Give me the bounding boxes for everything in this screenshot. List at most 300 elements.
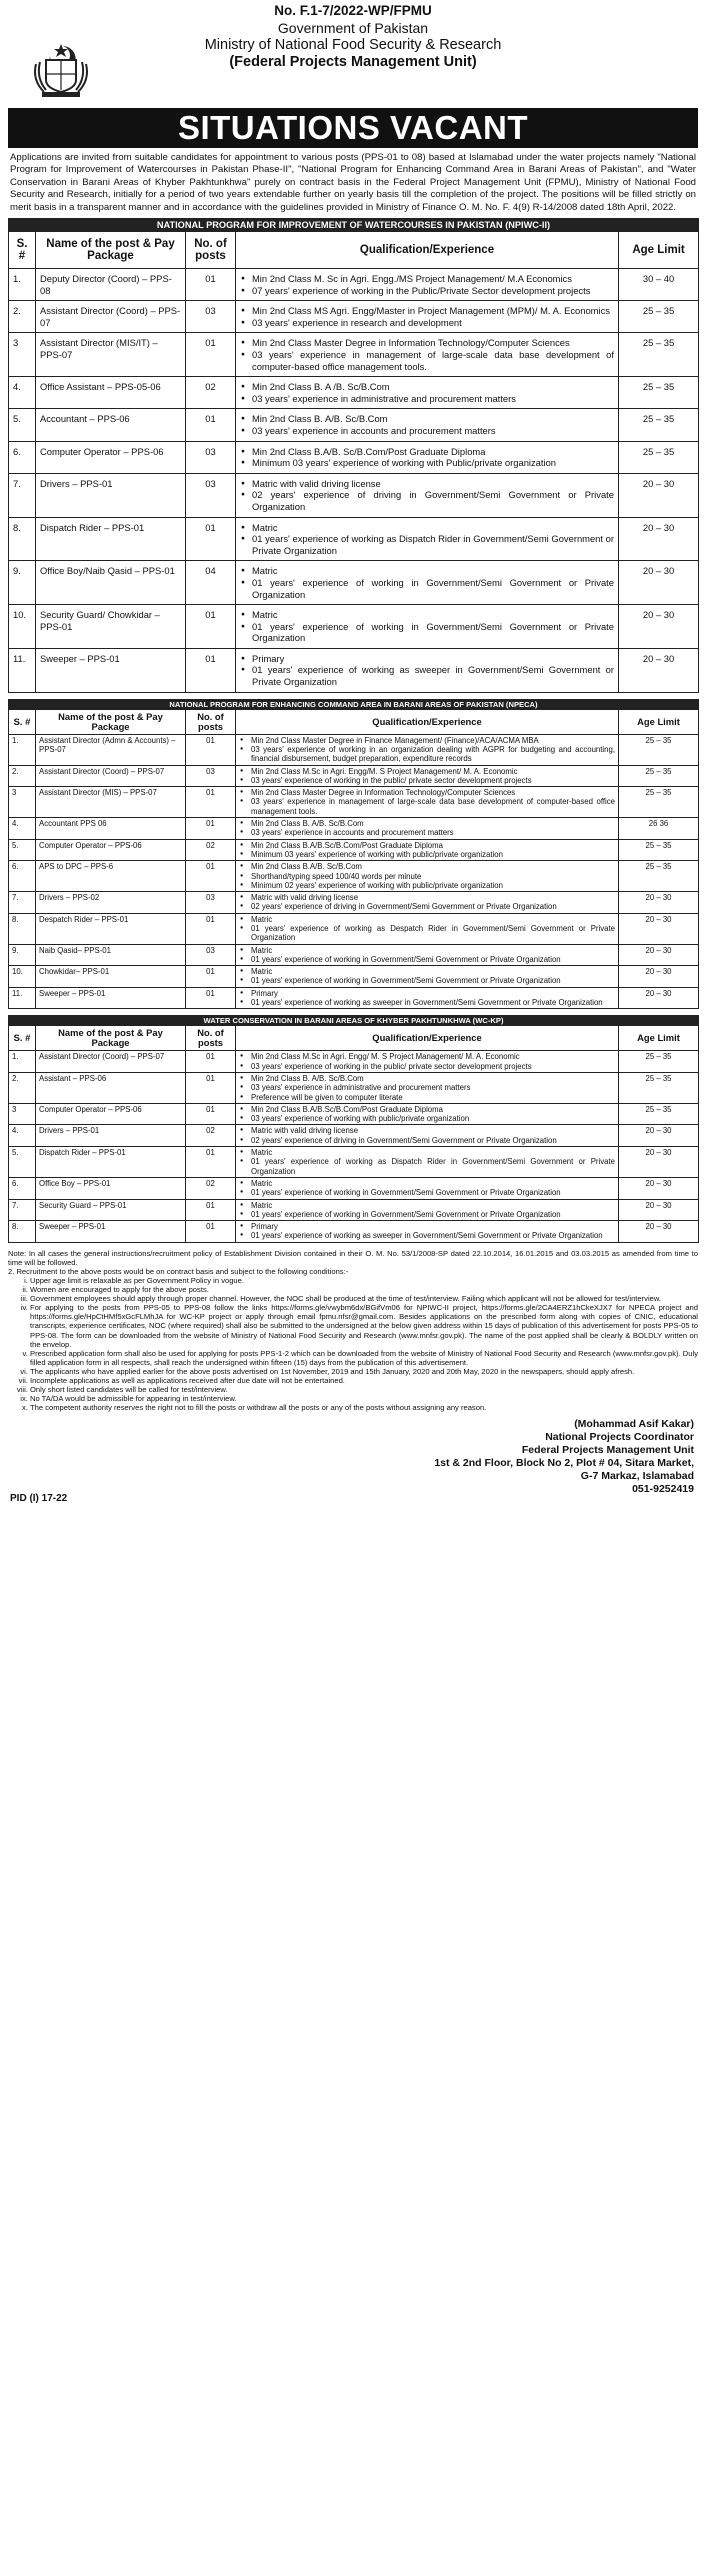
wckp-table bbox=[8, 1015, 699, 1242]
qualification-cell bbox=[236, 301, 619, 333]
number-of-posts: 02 bbox=[186, 377, 236, 409]
age-limit: 25 – 35 bbox=[619, 839, 699, 861]
qualification-cell bbox=[236, 913, 619, 944]
qualification-item: ● Matric bbox=[251, 1148, 615, 1157]
qualification-item: ● Min 2nd Class M.Sc in Agri. Engg/ M. S Project Management/ M. A. Economic bbox=[251, 1052, 615, 1061]
qualification-item: ● Shorthand/typing speed 100/40 words per minute bbox=[251, 872, 615, 881]
number-of-posts: 03 bbox=[186, 765, 236, 787]
government-emblem-icon bbox=[30, 42, 92, 98]
serial-number: 6. bbox=[9, 441, 36, 473]
footer bbox=[8, 1418, 698, 1508]
post-name: Dispatch Rider – PPS-01 bbox=[36, 1147, 186, 1178]
qualification-cell bbox=[236, 648, 619, 692]
table-row bbox=[9, 944, 699, 966]
post-name: Drivers – PPS-01 bbox=[36, 473, 186, 517]
qualification-item: ● Matric bbox=[251, 1201, 615, 1210]
qualification-cell bbox=[236, 944, 619, 966]
table-row bbox=[9, 377, 699, 409]
serial-number: 5. bbox=[9, 1147, 36, 1178]
table-section-title: NATIONAL PROGRAM FOR ENHANCING COMMAND AREA IN BARANI AREAS OF PAKISTAN (NPECA) bbox=[9, 699, 699, 709]
signatory-name: (Mohammad Asif Kakar) bbox=[574, 1418, 694, 1431]
qualification-list bbox=[240, 522, 614, 557]
government-title: Government of Pakistan bbox=[277, 20, 429, 36]
qualification-item: ● Matric bbox=[251, 967, 615, 976]
table-row bbox=[9, 441, 699, 473]
serial-number: 8. bbox=[9, 913, 36, 944]
post-name: Office Boy – PPS-01 bbox=[36, 1177, 186, 1199]
qualification-cell bbox=[236, 1072, 619, 1103]
serial-number: 2. bbox=[9, 765, 36, 787]
table-row bbox=[9, 1221, 699, 1243]
qualification-list bbox=[239, 819, 615, 838]
qualification-list bbox=[240, 653, 614, 688]
advertisement-page bbox=[8, 0, 698, 1508]
serial-number: 4. bbox=[9, 1125, 36, 1147]
serial-number: 6. bbox=[9, 1177, 36, 1199]
qualification-cell bbox=[236, 1103, 619, 1125]
qualification-item: ● 03 years' experience in accounts and procurement matters bbox=[251, 828, 615, 837]
age-limit: 20 – 30 bbox=[619, 1221, 699, 1243]
npeca-table bbox=[8, 699, 699, 1010]
post-name: Dispatch Rider – PPS-01 bbox=[36, 517, 186, 561]
number-of-posts: 01 bbox=[186, 269, 236, 301]
post-name: Assistant Director (Coord) – PPS-07 bbox=[36, 301, 186, 333]
age-limit: 20 – 30 bbox=[619, 913, 699, 944]
qualification-list bbox=[239, 1148, 615, 1176]
number-of-posts: 01 bbox=[186, 1103, 236, 1125]
post-name: Computer Operator – PPS-06 bbox=[36, 1103, 186, 1125]
number-of-posts: 03 bbox=[186, 473, 236, 517]
qualification-list bbox=[240, 305, 614, 328]
qualification-item: ● Minimum 02 years' experience of working with public/private organization bbox=[251, 881, 615, 890]
qualification-list bbox=[239, 989, 615, 1008]
qualification-item: ● Matric bbox=[251, 946, 615, 955]
number-of-posts: 04 bbox=[186, 561, 236, 605]
table-row bbox=[9, 861, 699, 892]
table-row bbox=[9, 892, 699, 914]
ministry-title: Ministry of National Food Security & Research bbox=[204, 37, 502, 53]
table-row bbox=[9, 1199, 699, 1221]
note-item: x. The competent authority reserves the right not to fill the posts or withdraw all the posts or any of the posts without assigning any reason. bbox=[30, 1403, 698, 1412]
post-name: Sweeper – PPS-01 bbox=[36, 648, 186, 692]
notes-section bbox=[8, 1249, 698, 1413]
qualification-cell bbox=[236, 787, 619, 818]
table-row bbox=[9, 1072, 699, 1103]
qualification-item: ● 01 years' experience of working as sweeper in Government/Semi Government or Private Organization bbox=[251, 1231, 615, 1240]
table-row bbox=[9, 734, 699, 765]
qualification-item: ● Matric bbox=[252, 609, 614, 621]
qualification-cell bbox=[236, 1221, 619, 1243]
serial-number: 1. bbox=[9, 269, 36, 301]
age-limit: 20 – 30 bbox=[619, 605, 699, 649]
qualification-list bbox=[240, 609, 614, 644]
qualification-cell bbox=[236, 1199, 619, 1221]
age-limit: 20 – 30 bbox=[619, 561, 699, 605]
qualification-item: ● 03 years' experience in management of large-scale data base development of computer-based office management tools. bbox=[252, 349, 614, 372]
number-of-posts: 01 bbox=[186, 861, 236, 892]
serial-number: 1. bbox=[9, 734, 36, 765]
qualification-item: ● 01 years' experience of working in Government/Semi Government or Private Organization bbox=[252, 621, 614, 644]
header bbox=[8, 0, 698, 102]
post-name: Despatch Rider – PPS-01 bbox=[36, 913, 186, 944]
qualification-cell bbox=[236, 839, 619, 861]
table-row bbox=[9, 966, 699, 988]
intro-paragraph: Applications are invited from suitable candidates for appointment to various posts (PPS-01 to 08) based at Islamabad under the water projects namely "National Program for Improvement of Watercourses in Pakistan Phase-II", "National Program for Enhancing Command Area in Barani Areas of Pakistan", and "Water Conservation in Barani Areas of Khyber Pakhtunkhwa" purely on contract basis in the Federal Project Management Unit (FPMU), Ministry of National Food Security and Research, initially for a period of two years extendable further on yearly basis till the completion of the project. The positions will be filled strictly on merit basis in a transparent manner and in accordance with the guidelines provided in Ministry of Finance O. M. No. F. 4(9) R-14/2008 dated 18th April, 2022. bbox=[10, 152, 696, 213]
note-item: iv. For applying to the posts from PPS-05 to PPS-08 follow the links https://forms.gle/vwybm6dx/BGifVm06 for NPIWC-II project, https://forms.gle/2CA4ERZ1hCkeXJX7 for NPECA project and https://forms.gle/HpCtHMf5xGcFLMhJA for WC-KP project or apply through email fpmu.nfsr@gmail.com. Besides applications on the prescribed form along with copies of CNIC, educational transcripts, experience certificates, NOC (where required) shall also be submitted to the undersigned at the below given address within 15 days of publication of this advertisement for posts PPS-05 to PPS-08. The form can be downloaded from the website of Ministry of National Food Security and Research (www.mnfsr.gov.pk). The name of the post applied shall be clearly & BOLDLY written on the envelop. bbox=[30, 1303, 698, 1348]
table-row bbox=[9, 818, 699, 840]
qualification-cell bbox=[236, 605, 619, 649]
post-name: Assistant Director (Admn & Accounts) – PPS-07 bbox=[36, 734, 186, 765]
number-of-posts: 01 bbox=[186, 913, 236, 944]
qualification-cell bbox=[236, 441, 619, 473]
qualification-list bbox=[239, 1126, 615, 1145]
age-limit: 25 – 35 bbox=[619, 1103, 699, 1125]
age-limit: 25 – 35 bbox=[619, 765, 699, 787]
number-of-posts: 02 bbox=[186, 839, 236, 861]
number-of-posts: 02 bbox=[186, 1177, 236, 1199]
table-row bbox=[9, 301, 699, 333]
note-item: ii. Women are encouraged to apply for the above posts. bbox=[30, 1285, 698, 1294]
serial-number: 11. bbox=[9, 648, 36, 692]
notes-list bbox=[8, 1276, 698, 1412]
post-name: Computer Operator – PPS-06 bbox=[36, 839, 186, 861]
age-limit: 25 – 35 bbox=[619, 409, 699, 441]
qualification-item: ● 01 years' experience of working as sweeper in Government/Semi Government or Private Organization bbox=[252, 664, 614, 687]
serial-number: 10. bbox=[9, 605, 36, 649]
serial-number: 5. bbox=[9, 409, 36, 441]
qualification-cell bbox=[236, 1125, 619, 1147]
serial-number: 8. bbox=[9, 1221, 36, 1243]
qualification-item: ● 01 years' experience of working in Government/Semi Government or Private Organization bbox=[251, 1210, 615, 1219]
table-row bbox=[9, 839, 699, 861]
column-header-age: Age Limit bbox=[619, 1026, 699, 1051]
post-name: Assistant – PPS-06 bbox=[36, 1072, 186, 1103]
age-limit: 25 – 35 bbox=[619, 861, 699, 892]
pid-number: PID (I) 17-22 bbox=[10, 1493, 68, 1505]
post-name: Drivers – PPS-01 bbox=[36, 1125, 186, 1147]
unit-title: (Federal Projects Management Unit) bbox=[229, 54, 477, 70]
number-of-posts: 01 bbox=[186, 409, 236, 441]
serial-number: 9. bbox=[9, 561, 36, 605]
qualification-list bbox=[239, 946, 615, 965]
post-name: Sweeper – PPS-01 bbox=[36, 1221, 186, 1243]
post-name: Deputy Director (Coord) – PPS-08 bbox=[36, 269, 186, 301]
serial-number: 8. bbox=[9, 517, 36, 561]
table-row bbox=[9, 269, 699, 301]
qualification-item: ● 03 years' experience of working in the public/ private sector development projects bbox=[251, 1062, 615, 1071]
qualification-item: ● Matric with valid driving license bbox=[251, 893, 615, 902]
serial-number: 7. bbox=[9, 892, 36, 914]
qualification-cell bbox=[236, 377, 619, 409]
post-name: Sweeper – PPS-01 bbox=[36, 987, 186, 1009]
qualification-cell bbox=[236, 333, 619, 377]
post-name: Assistant Director (MIS) – PPS-07 bbox=[36, 787, 186, 818]
post-name: Assistant Director (Coord) – PPS-07 bbox=[36, 765, 186, 787]
qualification-item: ● Primary bbox=[251, 1222, 615, 1231]
serial-number: 2. bbox=[9, 1072, 36, 1103]
qualification-cell bbox=[236, 892, 619, 914]
number-of-posts: 03 bbox=[186, 944, 236, 966]
column-header-qualification: Qualification/Experience bbox=[236, 1026, 619, 1051]
column-header-sno: S. # bbox=[9, 232, 36, 269]
column-header-name: Name of the post & Pay Package bbox=[36, 232, 186, 269]
post-name: Accountant PPS 06 bbox=[36, 818, 186, 840]
qualification-cell bbox=[236, 966, 619, 988]
table-row bbox=[9, 765, 699, 787]
qualification-item: ● Min 2nd Class B. A/B. Sc/B.Com bbox=[251, 819, 615, 828]
age-limit: 20 – 30 bbox=[619, 1199, 699, 1221]
serial-number: 4. bbox=[9, 377, 36, 409]
qualification-list bbox=[239, 967, 615, 986]
npiwc-table bbox=[8, 218, 699, 693]
number-of-posts: 01 bbox=[186, 1221, 236, 1243]
table-row bbox=[9, 473, 699, 517]
qualification-cell bbox=[236, 861, 619, 892]
qualification-item: ● Min 2nd Class Master Degree in Finance Management/ (Finance)/ACA/ACMA MBA bbox=[251, 736, 615, 745]
note-item: vii. Incomplete applications as well as applications received after due date will not be entertained. bbox=[30, 1376, 698, 1385]
serial-number: 11. bbox=[9, 987, 36, 1009]
qualification-list bbox=[239, 767, 615, 786]
notes-lead: Note: In all cases the general instructions/recruitment policy of Establishment Division contained in their O. M. No. 53/1/2008-SP dated 22.10.2014, 16.01.2015 and 03.03.2015 as amended from time to time will be followed. bbox=[8, 1248, 698, 1267]
column-header-name: Name of the post & Pay Package bbox=[36, 709, 186, 734]
table-row bbox=[9, 1125, 699, 1147]
qualification-item: ● 01 years' experience of working as Dispatch Rider in Government/Semi Government or Private Organization bbox=[251, 1157, 615, 1176]
number-of-posts: 01 bbox=[186, 966, 236, 988]
signature-block bbox=[434, 1418, 694, 1496]
age-limit: 25 – 35 bbox=[619, 377, 699, 409]
post-name: Chowkidar– PPS-01 bbox=[36, 966, 186, 988]
qualification-list bbox=[240, 337, 614, 372]
number-of-posts: 03 bbox=[186, 441, 236, 473]
post-name: APS to DPC – PPS-6 bbox=[36, 861, 186, 892]
qualification-list bbox=[239, 1052, 615, 1071]
column-header-qualification: Qualification/Experience bbox=[236, 709, 619, 734]
table-row bbox=[9, 913, 699, 944]
reference-number: No. F.1-7/2022-WP/FPMU bbox=[274, 3, 432, 18]
address-line-1: 1st & 2nd Floor, Block No 2, Plot # 04, Sitara Market, bbox=[434, 1457, 694, 1470]
qualification-list bbox=[240, 446, 614, 469]
qualification-item: ● 01 years' experience of working in Government/Semi Government or Private Organization bbox=[251, 955, 615, 964]
number-of-posts: 01 bbox=[186, 734, 236, 765]
number-of-posts: 01 bbox=[186, 818, 236, 840]
post-name: Office Boy/Naib Qasid – PPS-01 bbox=[36, 561, 186, 605]
post-name: Assistant Director (Coord) – PPS-07 bbox=[36, 1051, 186, 1073]
qualification-item: ● 02 years' experience of driving in Government/Semi Government or Private Organization bbox=[251, 1136, 615, 1145]
qualification-item: ● Matric bbox=[251, 915, 615, 924]
post-name: Assistant Director (MIS/IT) – PPS-07 bbox=[36, 333, 186, 377]
number-of-posts: 02 bbox=[186, 1125, 236, 1147]
qualification-item: ● 03 years' experience in research and development bbox=[252, 317, 614, 329]
note-item: ix. No TA/DA would be admissible for appearing in test/interview. bbox=[30, 1394, 698, 1403]
serial-number: 10. bbox=[9, 966, 36, 988]
age-limit: 20 – 30 bbox=[619, 1177, 699, 1199]
number-of-posts: 01 bbox=[186, 333, 236, 377]
age-limit: 20 – 30 bbox=[619, 1125, 699, 1147]
qualification-list bbox=[239, 841, 615, 860]
qualification-item: ● Min 2nd Class B.A/B.Sc/B.Com/Post Graduate Diploma bbox=[251, 841, 615, 850]
column-header-qualification: Qualification/Experience bbox=[236, 232, 619, 269]
qualification-item: ● Min 2nd Class B. A/B. Sc/B.Com bbox=[251, 1074, 615, 1083]
qualification-item: ● 01 years' experience of working as Despatch Rider in Government/Semi Government or Private Organization bbox=[251, 924, 615, 943]
qualification-item: ● Matric bbox=[252, 565, 614, 577]
qualification-list bbox=[239, 893, 615, 912]
number-of-posts: 01 bbox=[186, 787, 236, 818]
qualification-item: ● 01 years' experience of working in Government/Semi Government or Private Organization bbox=[251, 976, 615, 985]
table-row bbox=[9, 1103, 699, 1125]
serial-number: 3 bbox=[9, 787, 36, 818]
table-row bbox=[9, 648, 699, 692]
qualification-item: ● Minimum 03 years' experience of working with Public/private organization bbox=[252, 457, 614, 469]
age-limit: 20 – 30 bbox=[619, 892, 699, 914]
age-limit: 20 – 30 bbox=[619, 473, 699, 517]
age-limit: 26 36 bbox=[619, 818, 699, 840]
qualification-item: ● Min 2nd Class B.A/B. Sc/B.Com/Post Graduate Diploma bbox=[252, 446, 614, 458]
qualification-item: ● 03 years' experience of working in an organization dealing with AGPR for budgeting and accounting, financial disbursement, budget preparation, expenditure records bbox=[251, 745, 615, 764]
qualification-list bbox=[240, 478, 614, 513]
qualification-item: ● 07 years' experience of working in the Public/Private Sector development projects bbox=[252, 285, 614, 297]
post-name: Security Guard – PPS-01 bbox=[36, 1199, 186, 1221]
age-limit: 25 – 35 bbox=[619, 787, 699, 818]
qualification-item: ● 03 years' experience in management of large-scale data base development of computer-based office management tools. bbox=[251, 797, 615, 816]
number-of-posts: 01 bbox=[186, 648, 236, 692]
serial-number: 5. bbox=[9, 839, 36, 861]
serial-number: 7. bbox=[9, 473, 36, 517]
qualification-item: ● Min 2nd Class MS Agri. Engg/Master in Project Management (MPM)/ M. A. Economics bbox=[252, 305, 614, 317]
age-limit: 20 – 30 bbox=[619, 987, 699, 1009]
table-row bbox=[9, 409, 699, 441]
qualification-cell bbox=[236, 818, 619, 840]
qualification-item: ● 02 years' experience of driving in Government/Semi Government or Private Organization bbox=[251, 902, 615, 911]
qualification-item: ● Minimum 03 years' experience of working with public/private organization bbox=[251, 850, 615, 859]
table-row bbox=[9, 987, 699, 1009]
qualification-item: ● Min 2nd Class B. A/B. Sc/B.Com bbox=[252, 413, 614, 425]
post-name: Naib Qasid– PPS-01 bbox=[36, 944, 186, 966]
phone-number: 051-9252419 bbox=[632, 1483, 694, 1496]
qualification-item: ● 03 years' experience of working in the public/ private sector development projects bbox=[251, 776, 615, 785]
qualification-item: ● 03 years' experience of working with public/private organization bbox=[251, 1114, 615, 1123]
column-header-name: Name of the post & Pay Package bbox=[36, 1026, 186, 1051]
signatory-unit: Federal Projects Management Unit bbox=[521, 1444, 694, 1457]
qualification-item: ● Min 2nd Class B.A/B.Sc/B.Com/Post Graduate Diploma bbox=[251, 1105, 615, 1114]
column-header-sno: S. # bbox=[9, 1026, 36, 1051]
qualification-item: ● 01 years' experience of working in Government/Semi Government or Private Organization bbox=[252, 577, 614, 600]
qualification-list bbox=[240, 413, 614, 436]
qualification-cell bbox=[236, 517, 619, 561]
qualification-item: ● Matric with valid driving license bbox=[251, 1126, 615, 1135]
qualification-list bbox=[240, 565, 614, 600]
qualification-item: ● Matric bbox=[252, 522, 614, 534]
qualification-cell bbox=[236, 409, 619, 441]
age-limit: 20 – 30 bbox=[619, 966, 699, 988]
post-name: Accountant – PPS-06 bbox=[36, 409, 186, 441]
number-of-posts: 03 bbox=[186, 892, 236, 914]
serial-number: 4. bbox=[9, 818, 36, 840]
table-row bbox=[9, 333, 699, 377]
qualification-item: ● Min 2nd Class Master Degree in Information Technology/Computer Sciences bbox=[251, 788, 615, 797]
qualification-list bbox=[240, 273, 614, 296]
qualification-item: ● Min 2nd Class Master Degree in Information Technology/Computer Sciences bbox=[252, 337, 614, 349]
number-of-posts: 01 bbox=[186, 1199, 236, 1221]
serial-number: 3 bbox=[9, 1103, 36, 1125]
qualification-cell bbox=[236, 269, 619, 301]
qualification-cell bbox=[236, 734, 619, 765]
table-row bbox=[9, 561, 699, 605]
qualification-item: ● Min 2nd Class M. Sc in Agri. Engg./MS Project Management/ M.A Economics bbox=[252, 273, 614, 285]
signatory-designation: National Projects Coordinator bbox=[545, 1431, 694, 1444]
notes-recruitment: 2. Recruitment to the above posts would be on contract basis and subject to the following conditions:- bbox=[8, 1266, 349, 1276]
column-header-posts: No. of posts bbox=[186, 232, 236, 269]
qualification-list bbox=[239, 1222, 615, 1241]
qualification-item: ● 03 years' experience in accounts and procurement matters bbox=[252, 425, 614, 437]
post-name: Computer Operator – PPS-06 bbox=[36, 441, 186, 473]
column-header-posts: No. of posts bbox=[186, 1026, 236, 1051]
number-of-posts: 01 bbox=[186, 1147, 236, 1178]
age-limit: 25 – 35 bbox=[619, 1072, 699, 1103]
qualification-list bbox=[240, 381, 614, 404]
age-limit: 25 – 35 bbox=[619, 1051, 699, 1073]
qualification-item: ● Preference will be given to computer literate bbox=[251, 1093, 615, 1102]
qualification-cell bbox=[236, 561, 619, 605]
qualification-item: ● Primary bbox=[252, 653, 614, 665]
number-of-posts: 03 bbox=[186, 301, 236, 333]
age-limit: 25 – 35 bbox=[619, 301, 699, 333]
situations-vacant-banner: SITUATIONS VACANT bbox=[8, 108, 698, 148]
table-row bbox=[9, 1051, 699, 1073]
post-name: Security Guard/ Chowkidar – PPS-01 bbox=[36, 605, 186, 649]
address-line-2: G-7 Markaz, Islamabad bbox=[580, 1470, 694, 1483]
note-item: v. Prescribed application form shall also be used for applying for posts PPS-1-2 which can be downloaded from the website of Ministry of National Food Security and Research (www.mnfsr.gov.pk). Duly filled application form in all respects, shall reach the undersigned within fifteen (15) days from the publication of this advertisement. bbox=[30, 1349, 698, 1367]
table-row bbox=[9, 1177, 699, 1199]
qualification-list bbox=[239, 1179, 615, 1198]
qualification-list bbox=[239, 736, 615, 764]
qualification-cell bbox=[236, 1051, 619, 1073]
qualification-item: ● 03 years' experience in administrative and procurement matters bbox=[252, 393, 614, 405]
qualification-item: ● 02 years' experience of driving in Government/Semi Government or Private Organization bbox=[252, 489, 614, 512]
table-row bbox=[9, 517, 699, 561]
qualification-cell bbox=[236, 473, 619, 517]
column-header-posts: No. of posts bbox=[186, 709, 236, 734]
qualification-list bbox=[239, 1105, 615, 1124]
serial-number: 7. bbox=[9, 1199, 36, 1221]
number-of-posts: 01 bbox=[186, 1051, 236, 1073]
table-row bbox=[9, 1147, 699, 1178]
number-of-posts: 01 bbox=[186, 1072, 236, 1103]
age-limit: 20 – 30 bbox=[619, 648, 699, 692]
serial-number: 3 bbox=[9, 333, 36, 377]
qualification-item: ● Matric bbox=[251, 1179, 615, 1188]
qualification-list bbox=[239, 862, 615, 890]
age-limit: 20 – 30 bbox=[619, 1147, 699, 1178]
qualification-cell bbox=[236, 765, 619, 787]
qualification-item: ● 01 years' experience of working as sweeper in Government/Semi Government or Private Organization bbox=[251, 998, 615, 1007]
note-item: iii. Government employees should apply through proper channel. However, the NOC shall be produced at the time of test/interview. Failing which applicant will not be allowed for test/interview. bbox=[30, 1294, 698, 1303]
qualification-item: ● Min 2nd Class B.A/B. Sc/B.Com bbox=[251, 862, 615, 871]
qualification-item: ● Min 2nd Class B. A /B. Sc/B.Com bbox=[252, 381, 614, 393]
age-limit: 30 – 40 bbox=[619, 269, 699, 301]
qualification-cell bbox=[236, 987, 619, 1009]
age-limit: 20 – 30 bbox=[619, 517, 699, 561]
table-section-title: WATER CONSERVATION IN BARANI AREAS OF KHYBER PAKHTUNKHWA (WC-KP) bbox=[9, 1016, 699, 1026]
column-header-sno: S. # bbox=[9, 709, 36, 734]
qualification-item: ● 03 years' experience in administrative and procurement matters bbox=[251, 1083, 615, 1092]
serial-number: 9. bbox=[9, 944, 36, 966]
age-limit: 20 – 30 bbox=[619, 944, 699, 966]
number-of-posts: 01 bbox=[186, 605, 236, 649]
qualification-list bbox=[239, 1074, 615, 1102]
column-header-age: Age Limit bbox=[619, 232, 699, 269]
number-of-posts: 01 bbox=[186, 517, 236, 561]
post-name: Office Assistant – PPS-05-06 bbox=[36, 377, 186, 409]
